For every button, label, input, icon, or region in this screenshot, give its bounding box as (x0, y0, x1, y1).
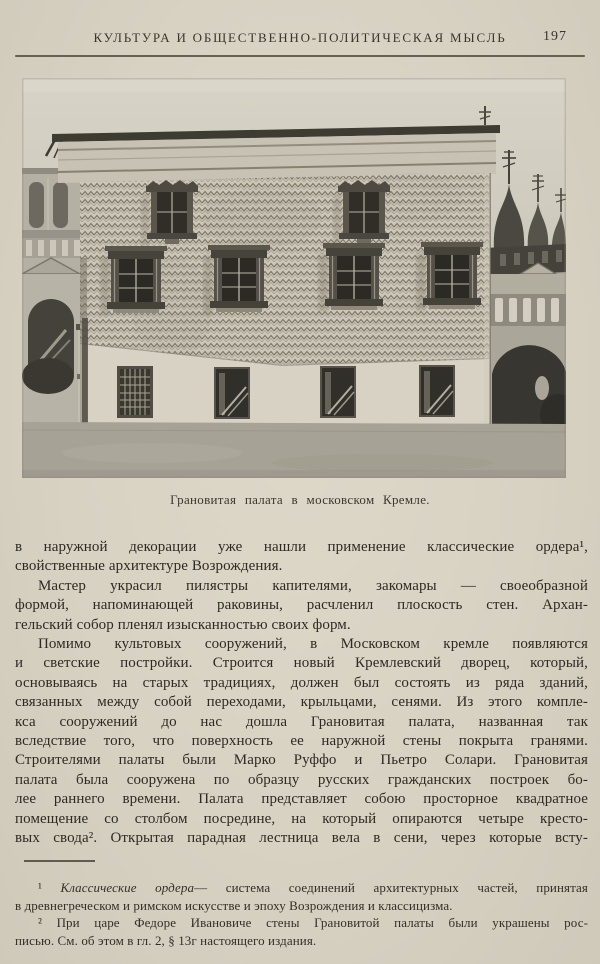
faceted-palace (46, 106, 500, 424)
body-line-11: вследствие того, что поверхность ее наружной стены покрыта гранями. (15, 733, 588, 750)
grated-basement-window (117, 366, 153, 418)
footnote-2-line-2: писью. См. об этом в гл. 2, § 13г настоящего издания. (15, 932, 317, 948)
footnote-1-text: — система соединений архитектурных частей, принятая (194, 880, 588, 895)
running-header: КУЛЬТУРА И ОБЩЕСТВЕННО-ПОЛИТИЧЕСКАЯ МЫСЛЬ (93, 30, 507, 45)
palace-photo-illustration (22, 78, 566, 478)
body-line-16: вых свода². Открытая парадная лестница вела в сени, через которые всту- (15, 830, 588, 847)
footnote-2-line-1: ² При царе Федоре Ивановиче стены Грановитой палаты были украшены рос- (38, 915, 588, 931)
body-line-3: Мастер украсил пилястры капителями, закомары — своеобразной (38, 577, 588, 594)
neighbour-building (22, 168, 89, 424)
footnotes (15, 879, 588, 949)
figure-photo (22, 78, 566, 478)
body-line-8: основываясь на старых традициях, должен был состоять из ряда зданий, (15, 674, 588, 691)
body-line-6: Помимо культовых сооружений, в Московском кремле появляются (38, 636, 588, 653)
body-line-15: помещение со столбом посредине, на который опираются четыре кресто- (15, 810, 588, 827)
footnote-1-marker: ¹ (38, 880, 61, 895)
footnote-1-term: Классические ордера (60, 880, 195, 895)
body-line-5: гельский собор пленял изысканностью своих форм. (15, 616, 351, 633)
body-line-13: палата была сооружена по образцу русских гражданских построек бо- (15, 771, 588, 788)
body-line-4: формой, напоминающей раковины, расчленил плоскость стен. Архан- (15, 597, 588, 614)
footnote-separator (24, 860, 95, 862)
basement-doorway (419, 365, 455, 417)
header-rule (15, 55, 585, 57)
body-line-7: и светские постройки. Строится новый Кремлевский дворец, который, (15, 655, 588, 672)
pavement (22, 422, 566, 478)
basement-doorway (320, 366, 356, 418)
body-line-1: в наружной декорации уже нашли применение классические ордера¹, (15, 539, 588, 555)
body-line-14: лее раннего времени. Палата представляет собою просторное квадратное (15, 791, 588, 808)
figure-caption: Грановитая палата в московском Кремле. (170, 492, 430, 507)
footnote-1-line-2: в древнегреческом и римском искусстве и эпоху Возрождения и классицизма. (15, 897, 453, 913)
body-text (15, 538, 588, 849)
body-line-2: свойственные архитектуре Возрождения. (15, 558, 283, 575)
body-line-9: связанных между собой переходами, крыльцами, сенями. Из этого компле- (15, 694, 588, 711)
page-number: 197 (543, 29, 567, 44)
basement-doorway (214, 367, 250, 419)
footnote-1-line-1 (15, 879, 588, 897)
body-line-12: Строителями палаты были Марко Руффо и Пьетро Солари. Грановитая (15, 752, 588, 769)
body-line-10: кса сооружений до нас дошла Грановитая палата, названная так (15, 713, 588, 730)
